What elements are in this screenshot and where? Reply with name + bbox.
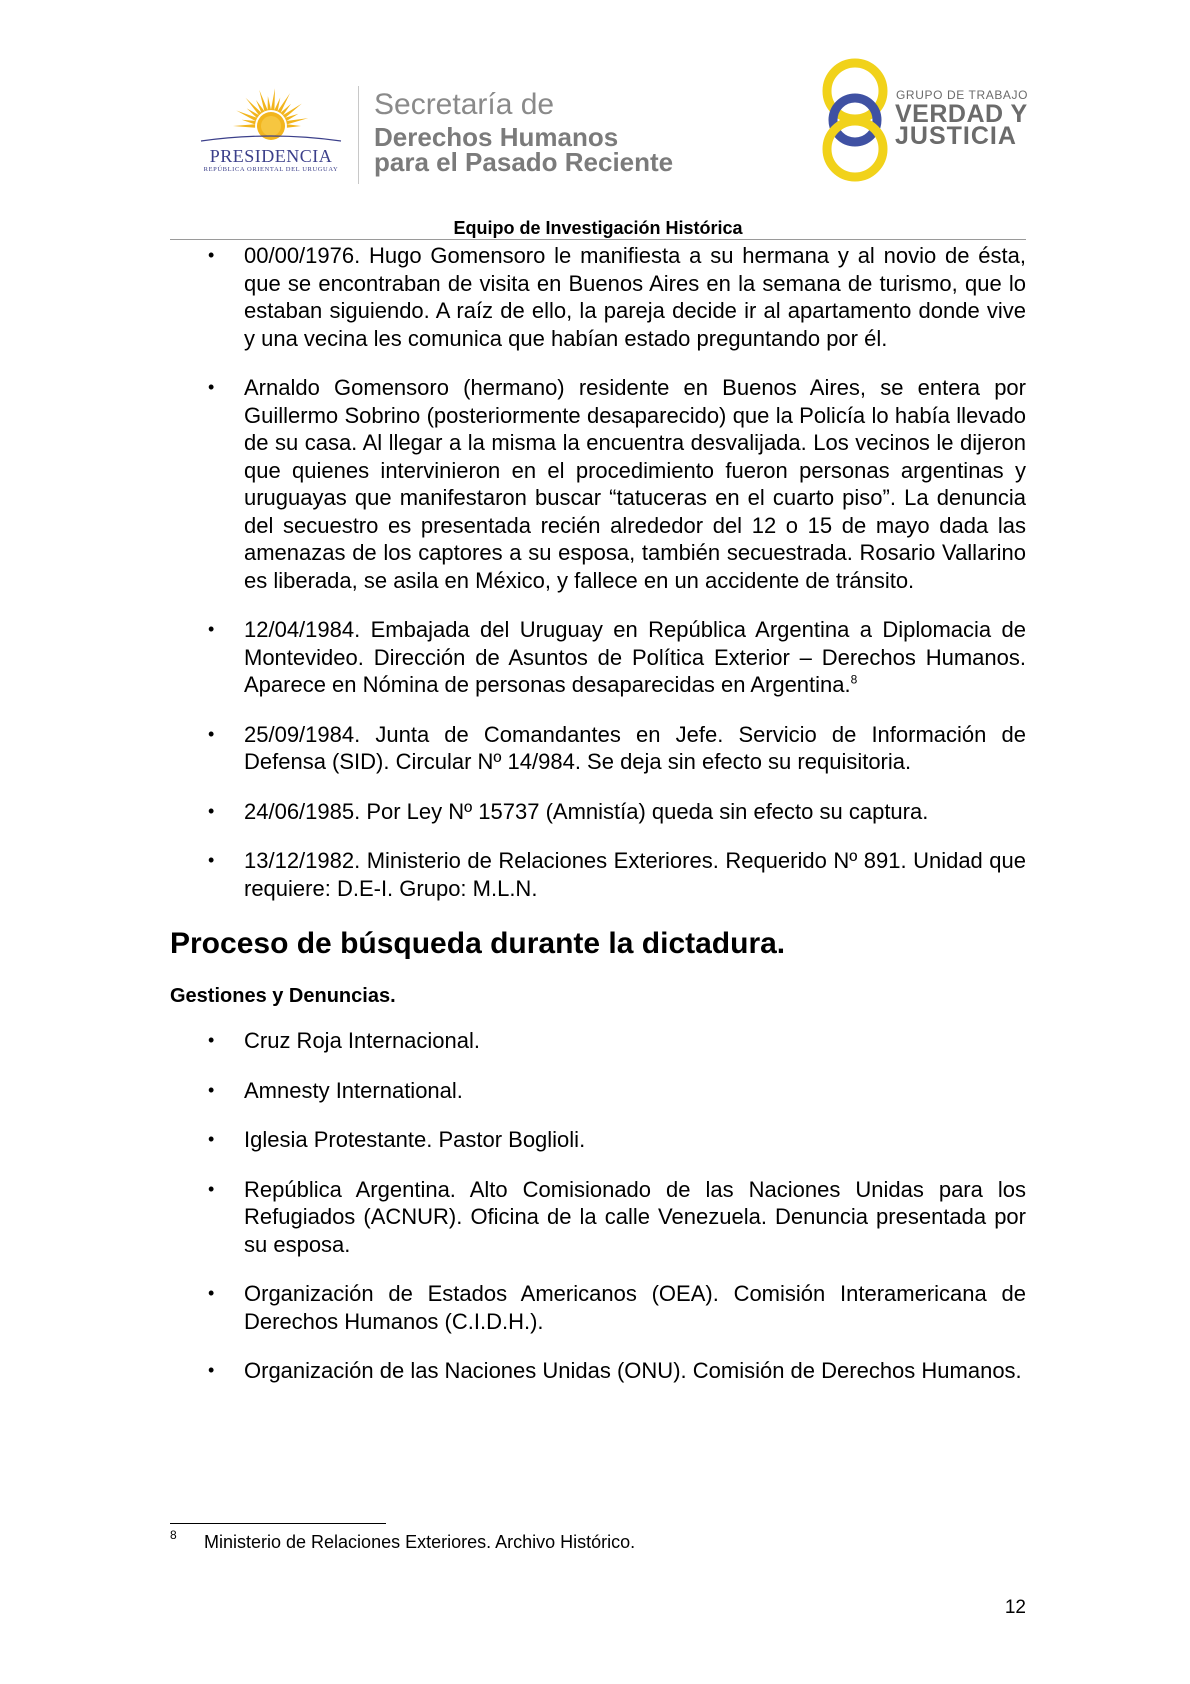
event-text: Arnaldo Gomensoro (hermano) residente en Buenos Aires, se entera por Guillermo Sobrino (posteriormente desaparecido) que la Policía lo había llevado de su casa. Al llegar a la misma la encuentra desvalijada. Los vecinos le dijeron que quienes intervinieron en el procedimiento fueron personas argentinas y uruguayas que manifestaron buscar “tatuceras en el cuarto piso”. La denuncia del secuestro es presentada recién alrededor del 12 o 15 de mayo dada las amenazas de los captores a su esposa, también secuestrada. Rosario Vallarino es liberada, se asila en México, y fallece en un accidente de tránsito. bbox=[244, 375, 1026, 593]
event-text: 00/00/1976. Hugo Gomensoro le manifiesta a su hermana y al novio de ésta, que se encontraban de visita en Buenos Aires en la semana de turismo, que lo estaban siguiendo. A raíz de ello, la pareja decide ir al apartamento donde vive y una vecina les comunica que habían estado preguntando por él. bbox=[244, 243, 1026, 351]
bullet-icon: • bbox=[208, 377, 215, 397]
footnote-rule bbox=[170, 1523, 386, 1524]
bullet-icon: • bbox=[208, 800, 215, 821]
grupo-line1: GRUPO DE TRABAJO bbox=[896, 88, 1029, 102]
secretaria-line1: Secretaría de bbox=[374, 88, 555, 121]
footnote-number: 8 bbox=[170, 1528, 177, 1542]
bullet-icon: • bbox=[208, 723, 215, 744]
bullet-icon: • bbox=[208, 1283, 215, 1303]
event-text: 13/12/1982. Ministerio de Relaciones Exteriores. Requerido Nº 891. Unidad que requiere: D.E-I. Grupo: M.L.N. bbox=[244, 848, 1026, 901]
gestion-text: Cruz Roja Internacional. bbox=[244, 1028, 481, 1053]
event-item bbox=[170, 847, 1026, 902]
subsection-title: Gestiones y Denuncias. bbox=[170, 985, 396, 1007]
bullet-icon: • bbox=[208, 1178, 215, 1199]
bullet-icon: • bbox=[208, 245, 215, 265]
gestion-text: Organización de Estados Americanos (OEA). Comisión Interamericana de Derechos Humanos (C.I.D.H.). bbox=[244, 1281, 1026, 1334]
gestiones-list bbox=[170, 1027, 1026, 1385]
event-text: 25/09/1984. Junta de Comandantes en Jefe. Servicio de Información de Defensa (SID). Circular Nº 14/984. Se deja sin efecto su requisitoria. bbox=[244, 721, 1026, 774]
sun-ray bbox=[268, 96, 271, 110]
event-item bbox=[170, 242, 1026, 352]
grupo-line3: JUSTICIA bbox=[895, 122, 1017, 150]
gestion-text: Organización de las Naciones Unidas (ONU). Comisión de Derechos Humanos. bbox=[244, 1358, 1022, 1383]
bullet-icon: • bbox=[208, 619, 215, 639]
header-rule bbox=[170, 239, 1026, 240]
secretaria-line3: para el Pasado Reciente bbox=[374, 147, 674, 177]
gestion-item bbox=[170, 1357, 1026, 1385]
sun-ray bbox=[236, 111, 257, 122]
secretaria-line2: Derechos Humanos bbox=[374, 122, 619, 152]
bullet-icon: • bbox=[208, 850, 215, 870]
events-list bbox=[170, 242, 1026, 902]
bullet-icon: • bbox=[208, 1030, 215, 1050]
sun-ray bbox=[271, 88, 275, 110]
main-content bbox=[170, 242, 1026, 1407]
gestion-item bbox=[170, 1280, 1026, 1335]
footnote-reference[interactable]: 8 bbox=[850, 672, 858, 687]
sun-ray bbox=[233, 124, 255, 128]
presidencia-label: PRESIDENCIA bbox=[209, 146, 333, 166]
gestion-text: Amnesty International. bbox=[244, 1077, 463, 1103]
verdad-justicia-logo bbox=[820, 56, 890, 184]
sun-ray bbox=[287, 124, 301, 128]
event-item bbox=[170, 374, 1026, 594]
gestion-text: República Argentina. Alto Comisionado de las Naciones Unidas para los Refugiados (ACNUR). Oficina de la calle Venezuela. Denuncia presentada por su esposa. bbox=[244, 1176, 1026, 1257]
event-text: 12/04/1984. Embajada del Uruguay en República Argentina a Diplomacia de Montevideo. Dirección de Asuntos de Política Exterior – Derechos Humanos. Aparece en Nómina de personas desaparecidas en Argentina. bbox=[244, 617, 1026, 697]
gestion-item bbox=[170, 1077, 1026, 1105]
gestion-item bbox=[170, 1027, 1026, 1055]
event-item bbox=[170, 616, 1026, 699]
gestion-item bbox=[170, 1176, 1026, 1259]
equipo-title: Equipo de Investigación Histórica bbox=[453, 218, 743, 238]
gestion-text: Iglesia Protestante. Pastor Boglioli. bbox=[244, 1127, 586, 1152]
bullet-icon: • bbox=[208, 1079, 215, 1100]
gestion-item bbox=[170, 1126, 1026, 1154]
bullet-icon: • bbox=[208, 1360, 215, 1380]
bullet-icon: • bbox=[208, 1129, 215, 1149]
event-text: 24/06/1985. Por Ley Nº 15737 (Amnistía) queda sin efecto su captura. bbox=[244, 798, 929, 824]
header-divider bbox=[358, 86, 359, 184]
event-item bbox=[170, 721, 1026, 776]
section-title: Proceso de búsqueda durante la dictadura. bbox=[170, 927, 786, 960]
page-number: 12 bbox=[1004, 1597, 1026, 1618]
grupo-line2: VERDAD Y bbox=[895, 100, 1028, 128]
republica-label: REPÚBLICA ORIENTAL DEL URUGUAY bbox=[203, 166, 339, 173]
event-item bbox=[170, 798, 1026, 826]
sun-ray bbox=[242, 120, 256, 125]
footnote-text: Ministerio de Relaciones Exteriores. Archivo Histórico. bbox=[204, 1532, 636, 1552]
